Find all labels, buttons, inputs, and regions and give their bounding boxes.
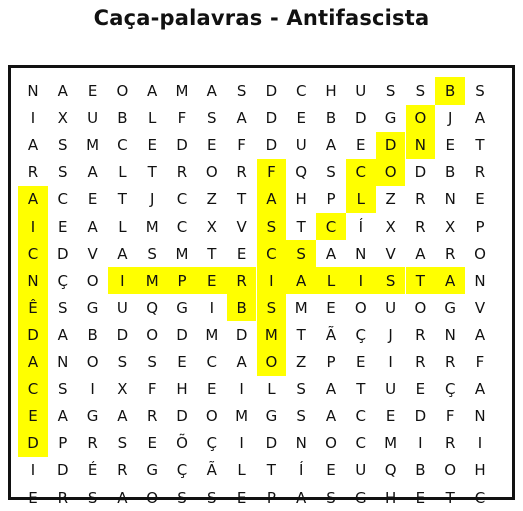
grid-letter[interactable]: Õ bbox=[176, 434, 188, 453]
grid-letter[interactable]: R bbox=[146, 407, 158, 426]
grid-letter[interactable]: B bbox=[415, 461, 426, 480]
grid-letter[interactable]: Q bbox=[384, 461, 397, 480]
grid-letter[interactable]: Ç bbox=[206, 434, 218, 453]
grid-letter[interactable]: U bbox=[385, 380, 397, 399]
grid-letter[interactable]: I bbox=[30, 109, 36, 128]
grid-letter[interactable]: R bbox=[236, 163, 247, 182]
grid-letter[interactable]: E bbox=[415, 488, 426, 507]
grid-letter[interactable]: T bbox=[475, 136, 485, 155]
grid-letter[interactable]: N bbox=[57, 353, 69, 371]
grid-letter[interactable]: T bbox=[445, 488, 455, 507]
grid-letter[interactable]: A bbox=[296, 271, 307, 290]
grid-letter[interactable]: G bbox=[86, 407, 99, 426]
grid-letter[interactable]: R bbox=[87, 434, 98, 453]
grid-letter[interactable]: G bbox=[354, 488, 367, 507]
grid-letter[interactable]: C bbox=[295, 82, 307, 100]
grid-letter[interactable]: I bbox=[358, 271, 364, 290]
grid-letter[interactable]: H bbox=[325, 82, 337, 100]
grid-letter[interactable]: A bbox=[325, 244, 337, 263]
grid-letter[interactable]: M bbox=[175, 244, 189, 263]
grid-letter[interactable]: I bbox=[30, 217, 36, 236]
grid-letter[interactable]: I bbox=[239, 380, 244, 399]
grid-letter[interactable]: F bbox=[177, 109, 187, 128]
grid-letter[interactable]: E bbox=[356, 353, 366, 371]
grid-letter[interactable]: R bbox=[57, 488, 69, 507]
grid-letter[interactable]: M bbox=[175, 82, 189, 100]
grid-letter[interactable]: R bbox=[415, 353, 426, 371]
grid-letter[interactable]: Ç bbox=[355, 325, 367, 344]
grid-letter[interactable]: A bbox=[147, 82, 158, 100]
word-search-board bbox=[8, 65, 515, 507]
grid-letter[interactable]: V bbox=[87, 244, 98, 263]
grid-letter[interactable]: B bbox=[236, 298, 247, 317]
grid-letter[interactable]: E bbox=[28, 407, 38, 426]
grid-letter[interactable]: D bbox=[27, 434, 39, 453]
grid-letter[interactable]: E bbox=[87, 82, 98, 100]
grid-letter[interactable]: M bbox=[86, 136, 100, 155]
grid-letter[interactable]: A bbox=[117, 488, 128, 507]
grid-letter[interactable]: S bbox=[326, 488, 336, 507]
grid-letter[interactable]: E bbox=[236, 244, 247, 263]
grid-letter[interactable]: A bbox=[445, 271, 456, 290]
grid-letter[interactable]: M bbox=[235, 407, 249, 426]
grid-letter[interactable]: P bbox=[58, 434, 68, 453]
grid-letter[interactable]: A bbox=[206, 82, 217, 100]
grid-letter[interactable]: N bbox=[27, 82, 39, 100]
grid-letter[interactable]: S bbox=[87, 488, 98, 507]
grid-letter[interactable]: M bbox=[145, 217, 159, 236]
grid-letter[interactable]: E bbox=[147, 434, 157, 453]
grid-letter[interactable]: E bbox=[207, 271, 217, 290]
grid-letter[interactable]: B bbox=[87, 325, 98, 344]
grid-letter[interactable]: T bbox=[266, 461, 276, 480]
grid-letter[interactable]: S bbox=[147, 353, 157, 371]
grid-letter[interactable]: C bbox=[206, 353, 218, 371]
grid-letter[interactable]: U bbox=[295, 136, 307, 155]
grid-letter[interactable]: Z bbox=[296, 353, 307, 371]
grid-letter[interactable]: C bbox=[266, 244, 277, 263]
grid-letter[interactable]: F bbox=[445, 407, 455, 426]
grid-letter[interactable]: T bbox=[237, 190, 247, 209]
grid-letter[interactable]: O bbox=[325, 434, 337, 453]
grid-letter[interactable]: B bbox=[445, 82, 456, 100]
grid-letter[interactable]: R bbox=[444, 244, 456, 263]
grid-letter[interactable]: M bbox=[264, 325, 278, 344]
grid-letter[interactable]: A bbox=[325, 136, 337, 155]
grid-letter[interactable]: A bbox=[474, 380, 486, 399]
grid-letter[interactable]: R bbox=[415, 217, 426, 236]
grid-letter[interactable]: T bbox=[356, 380, 366, 399]
grid-letter[interactable]: N bbox=[355, 244, 367, 263]
grid-letter[interactable]: N bbox=[414, 136, 426, 155]
grid-letter[interactable]: D bbox=[384, 136, 397, 155]
grid-letter[interactable]: S bbox=[296, 407, 306, 426]
grid-letter[interactable]: R bbox=[444, 434, 456, 453]
grid-letter[interactable]: E bbox=[326, 461, 336, 480]
grid-letter[interactable]: C bbox=[117, 136, 128, 155]
grid-letter[interactable]: E bbox=[207, 380, 217, 399]
grid-letter[interactable]: Z bbox=[385, 190, 396, 209]
grid-letter[interactable]: X bbox=[57, 109, 68, 128]
grid-letter[interactable]: A bbox=[27, 136, 39, 155]
grid-letter[interactable]: A bbox=[57, 325, 68, 344]
grid-letter[interactable]: T bbox=[296, 217, 306, 236]
grid-letter[interactable]: A bbox=[325, 407, 337, 426]
grid-letter[interactable]: S bbox=[58, 163, 68, 182]
grid-letter[interactable]: A bbox=[325, 380, 337, 399]
grid-letter[interactable]: E bbox=[58, 217, 68, 236]
grid-letter[interactable]: O bbox=[444, 461, 457, 480]
grid-letter[interactable]: H bbox=[295, 190, 307, 209]
grid-letter[interactable]: V bbox=[385, 244, 396, 263]
grid-letter[interactable]: O bbox=[86, 353, 99, 371]
grid-letter[interactable]: R bbox=[236, 271, 247, 290]
grid-letter[interactable]: N bbox=[474, 271, 486, 290]
grid-letter[interactable]: G bbox=[176, 298, 188, 317]
grid-letter[interactable]: P bbox=[326, 190, 336, 209]
grid-letter[interactable]: M bbox=[145, 271, 159, 290]
grid-letter[interactable]: C bbox=[355, 434, 367, 453]
grid-letter[interactable]: J bbox=[149, 190, 155, 209]
grid-letter[interactable]: I bbox=[239, 434, 244, 453]
grid-letter[interactable]: E bbox=[236, 488, 247, 507]
grid-letter[interactable]: D bbox=[414, 163, 427, 182]
grid-letter[interactable]: S bbox=[266, 298, 277, 317]
grid-letter[interactable]: C bbox=[176, 217, 188, 236]
grid-letter[interactable]: S bbox=[177, 488, 187, 507]
grid-letter[interactable]: O bbox=[265, 353, 278, 371]
grid-letter[interactable]: L bbox=[356, 190, 365, 209]
grid-letter[interactable]: A bbox=[87, 163, 98, 182]
grid-letter[interactable]: A bbox=[236, 109, 247, 128]
grid-letter[interactable]: A bbox=[266, 190, 277, 209]
grid-letter[interactable]: C bbox=[176, 190, 188, 209]
grid-letter[interactable]: C bbox=[27, 244, 39, 263]
grid-letter[interactable]: S bbox=[236, 82, 247, 100]
grid-letter[interactable]: M bbox=[205, 325, 219, 344]
grid-letter[interactable]: S bbox=[58, 136, 68, 155]
grid-letter[interactable]: X bbox=[206, 217, 217, 236]
grid-letter[interactable]: C bbox=[325, 217, 337, 236]
grid-letter[interactable]: N bbox=[444, 325, 456, 344]
grid-letter[interactable]: H bbox=[384, 488, 397, 507]
grid-letter[interactable]: Ç bbox=[57, 271, 69, 290]
grid-letter[interactable]: F bbox=[475, 353, 485, 371]
grid-letter[interactable]: N bbox=[474, 407, 486, 426]
grid-letter[interactable]: D bbox=[176, 407, 188, 426]
grid-letter[interactable]: M bbox=[384, 434, 398, 453]
grid-letter[interactable]: A bbox=[236, 353, 247, 371]
grid-letter[interactable]: D bbox=[116, 325, 129, 344]
grid-letter[interactable]: R bbox=[415, 190, 426, 209]
grid-letter[interactable]: T bbox=[117, 190, 127, 209]
grid-letter[interactable]: R bbox=[415, 325, 426, 344]
grid-letter[interactable]: D bbox=[265, 434, 278, 453]
grid-letter[interactable]: O bbox=[116, 82, 129, 100]
grid-letter[interactable]: S bbox=[296, 244, 306, 263]
grid-letter[interactable]: U bbox=[116, 298, 128, 317]
grid-letter[interactable]: Ç bbox=[176, 461, 188, 480]
grid-letter[interactable]: D bbox=[57, 461, 69, 480]
grid-letter[interactable]: X bbox=[385, 217, 396, 236]
grid-letter[interactable]: R bbox=[444, 353, 456, 371]
grid-letter[interactable]: E bbox=[356, 136, 366, 155]
grid-letter[interactable]: N bbox=[295, 434, 307, 453]
grid-letter[interactable]: I bbox=[209, 298, 215, 317]
page-title: Caça-palavras - Antifascista bbox=[93, 6, 430, 30]
grid-letter[interactable]: Ã bbox=[206, 461, 217, 480]
grid-letter[interactable]: I bbox=[269, 271, 274, 290]
grid-letter[interactable]: A bbox=[474, 325, 486, 344]
grid-letter[interactable]: U bbox=[355, 461, 367, 480]
grid-letter[interactable]: É bbox=[87, 461, 98, 480]
grid-letter[interactable]: E bbox=[87, 190, 98, 209]
grid-letter[interactable]: S bbox=[415, 82, 426, 100]
grid-letter[interactable]: X bbox=[445, 217, 456, 236]
grid-letter[interactable]: D bbox=[414, 407, 427, 426]
grid-letter[interactable]: O bbox=[205, 407, 218, 426]
grid-letter[interactable]: D bbox=[27, 325, 39, 344]
grid-letter[interactable]: G bbox=[265, 407, 278, 426]
grid-letter[interactable]: O bbox=[384, 163, 397, 182]
grid-letter[interactable]: O bbox=[146, 325, 159, 344]
grid-letter[interactable]: F bbox=[147, 380, 157, 399]
grid-letter[interactable]: S bbox=[58, 380, 68, 399]
grid-letter[interactable]: S bbox=[385, 271, 396, 290]
grid-letter[interactable]: D bbox=[176, 325, 188, 344]
grid-letter[interactable]: E bbox=[415, 380, 426, 399]
grid-letter[interactable]: E bbox=[475, 190, 485, 209]
grid-letter[interactable]: A bbox=[296, 488, 307, 507]
grid-letter[interactable]: P bbox=[266, 488, 276, 507]
grid-letter[interactable]: A bbox=[474, 109, 486, 128]
grid-letter[interactable]: D bbox=[265, 82, 278, 100]
grid-letter[interactable]: A bbox=[27, 353, 39, 371]
grid-letter[interactable]: J bbox=[447, 109, 453, 128]
grid-letter[interactable]: Q bbox=[295, 163, 308, 182]
grid-letter[interactable]: D bbox=[265, 109, 278, 128]
grid-letter[interactable]: D bbox=[235, 325, 248, 344]
grid-letter[interactable]: Ç bbox=[444, 380, 456, 399]
grid-letter[interactable]: P bbox=[326, 353, 336, 371]
grid-letter[interactable]: I bbox=[477, 434, 483, 453]
grid-letter[interactable]: A bbox=[117, 407, 128, 426]
grid-letter[interactable]: E bbox=[177, 353, 187, 371]
grid-letter[interactable]: L bbox=[148, 109, 157, 128]
grid-letter[interactable]: U bbox=[355, 82, 367, 100]
grid-letter[interactable]: S bbox=[117, 353, 128, 371]
grid-letter[interactable]: Q bbox=[146, 298, 159, 317]
grid-letter[interactable]: S bbox=[266, 217, 277, 236]
grid-letter[interactable]: P bbox=[475, 217, 485, 236]
grid-letter[interactable]: S bbox=[58, 298, 68, 317]
grid-letter[interactable]: E bbox=[207, 136, 217, 155]
grid-letter[interactable]: A bbox=[57, 82, 68, 100]
grid-letter[interactable]: E bbox=[385, 407, 396, 426]
grid-letter[interactable]: V bbox=[474, 298, 486, 317]
grid-letter[interactable]: R bbox=[27, 163, 39, 182]
grid-letter[interactable]: D bbox=[355, 109, 367, 128]
grid-letter[interactable]: I bbox=[418, 434, 423, 453]
grid-letter[interactable]: E bbox=[296, 109, 306, 128]
grid-letter[interactable]: G bbox=[384, 109, 397, 128]
grid-letter[interactable]: E bbox=[326, 298, 336, 317]
grid-letter[interactable]: N bbox=[444, 190, 456, 209]
grid-letter[interactable]: E bbox=[445, 136, 455, 155]
grid-letter[interactable]: U bbox=[385, 298, 397, 317]
grid-letter[interactable]: R bbox=[474, 163, 486, 182]
grid-letter[interactable]: O bbox=[414, 298, 427, 317]
grid-letter[interactable]: R bbox=[176, 163, 188, 182]
grid-letter[interactable]: E bbox=[147, 136, 157, 155]
grid-letter[interactable]: E bbox=[28, 488, 38, 507]
grid-letter[interactable]: B bbox=[117, 109, 128, 128]
grid-letter[interactable]: A bbox=[87, 217, 98, 236]
grid-letter[interactable]: S bbox=[147, 244, 157, 263]
grid-letter[interactable]: Í bbox=[298, 461, 304, 480]
grid-letter[interactable]: C bbox=[57, 190, 69, 209]
grid-letter[interactable]: B bbox=[325, 109, 337, 128]
grid-letter[interactable]: C bbox=[355, 163, 367, 182]
grid-letter[interactable]: I bbox=[120, 271, 125, 290]
grid-letter[interactable]: X bbox=[117, 380, 128, 399]
grid-letter[interactable]: J bbox=[388, 325, 393, 344]
grid-letter[interactable]: L bbox=[326, 271, 336, 290]
grid-letter[interactable]: C bbox=[474, 488, 486, 507]
grid-letter[interactable]: C bbox=[355, 407, 367, 426]
grid-letter[interactable]: O bbox=[354, 298, 367, 317]
grid-letter[interactable]: L bbox=[118, 163, 127, 182]
grid-letter[interactable]: F bbox=[237, 136, 246, 155]
grid-letter[interactable]: B bbox=[445, 163, 456, 182]
grid-letter[interactable]: A bbox=[117, 244, 128, 263]
grid-letter[interactable]: V bbox=[236, 217, 247, 236]
grid-letter[interactable]: S bbox=[326, 163, 336, 182]
grid-letter[interactable]: O bbox=[414, 109, 427, 128]
grid-letter[interactable]: T bbox=[296, 325, 306, 344]
grid-letter[interactable]: Ã bbox=[325, 325, 337, 344]
grid-letter[interactable]: T bbox=[207, 244, 217, 263]
grid-letter[interactable]: O bbox=[86, 271, 99, 290]
grid-letter[interactable]: H bbox=[176, 380, 188, 399]
grid-letter[interactable]: I bbox=[30, 461, 36, 480]
grid-letter[interactable]: O bbox=[474, 244, 486, 263]
grid-letter[interactable]: M bbox=[294, 298, 308, 317]
grid-letter[interactable]: L bbox=[237, 461, 246, 480]
grid-letter[interactable]: D bbox=[176, 136, 188, 155]
grid-letter[interactable]: D bbox=[265, 136, 278, 155]
grid-letter[interactable]: L bbox=[267, 380, 276, 399]
grid-letter[interactable]: G bbox=[86, 298, 99, 317]
grid-letter[interactable]: O bbox=[146, 488, 159, 507]
grid-letter[interactable]: H bbox=[474, 461, 486, 480]
grid-letter[interactable]: I bbox=[388, 353, 393, 371]
grid-letter[interactable]: Ê bbox=[28, 298, 38, 317]
grid-letter[interactable]: G bbox=[146, 461, 158, 480]
grid-letter[interactable]: S bbox=[475, 82, 485, 100]
grid-letter[interactable]: S bbox=[117, 434, 128, 453]
grid-letter[interactable]: L bbox=[118, 217, 127, 236]
grid-letter[interactable]: Z bbox=[206, 190, 217, 209]
grid-letter[interactable]: U bbox=[87, 109, 99, 128]
grid-letter[interactable]: S bbox=[296, 380, 306, 399]
grid-letter[interactable]: N bbox=[27, 271, 39, 290]
grid-letter[interactable]: D bbox=[57, 244, 69, 263]
grid-letter[interactable]: Í bbox=[358, 217, 364, 236]
grid-letter[interactable]: T bbox=[147, 163, 157, 182]
grid-letter[interactable]: S bbox=[207, 488, 217, 507]
grid-letter[interactable]: G bbox=[444, 298, 456, 317]
grid-letter[interactable]: F bbox=[267, 163, 276, 182]
grid-letter[interactable]: A bbox=[57, 407, 68, 426]
grid-letter[interactable]: R bbox=[117, 461, 128, 480]
grid-letter[interactable]: A bbox=[27, 190, 39, 209]
grid-letter[interactable]: I bbox=[90, 380, 95, 399]
grid-letter[interactable]: C bbox=[27, 380, 39, 399]
grid-letter[interactable]: A bbox=[415, 244, 426, 263]
grid-letter[interactable]: O bbox=[205, 163, 218, 182]
grid-letter[interactable]: S bbox=[385, 82, 396, 100]
grid-letter[interactable]: P bbox=[177, 271, 187, 290]
grid-letter[interactable]: S bbox=[207, 109, 217, 128]
grid-letter[interactable]: T bbox=[415, 271, 425, 290]
